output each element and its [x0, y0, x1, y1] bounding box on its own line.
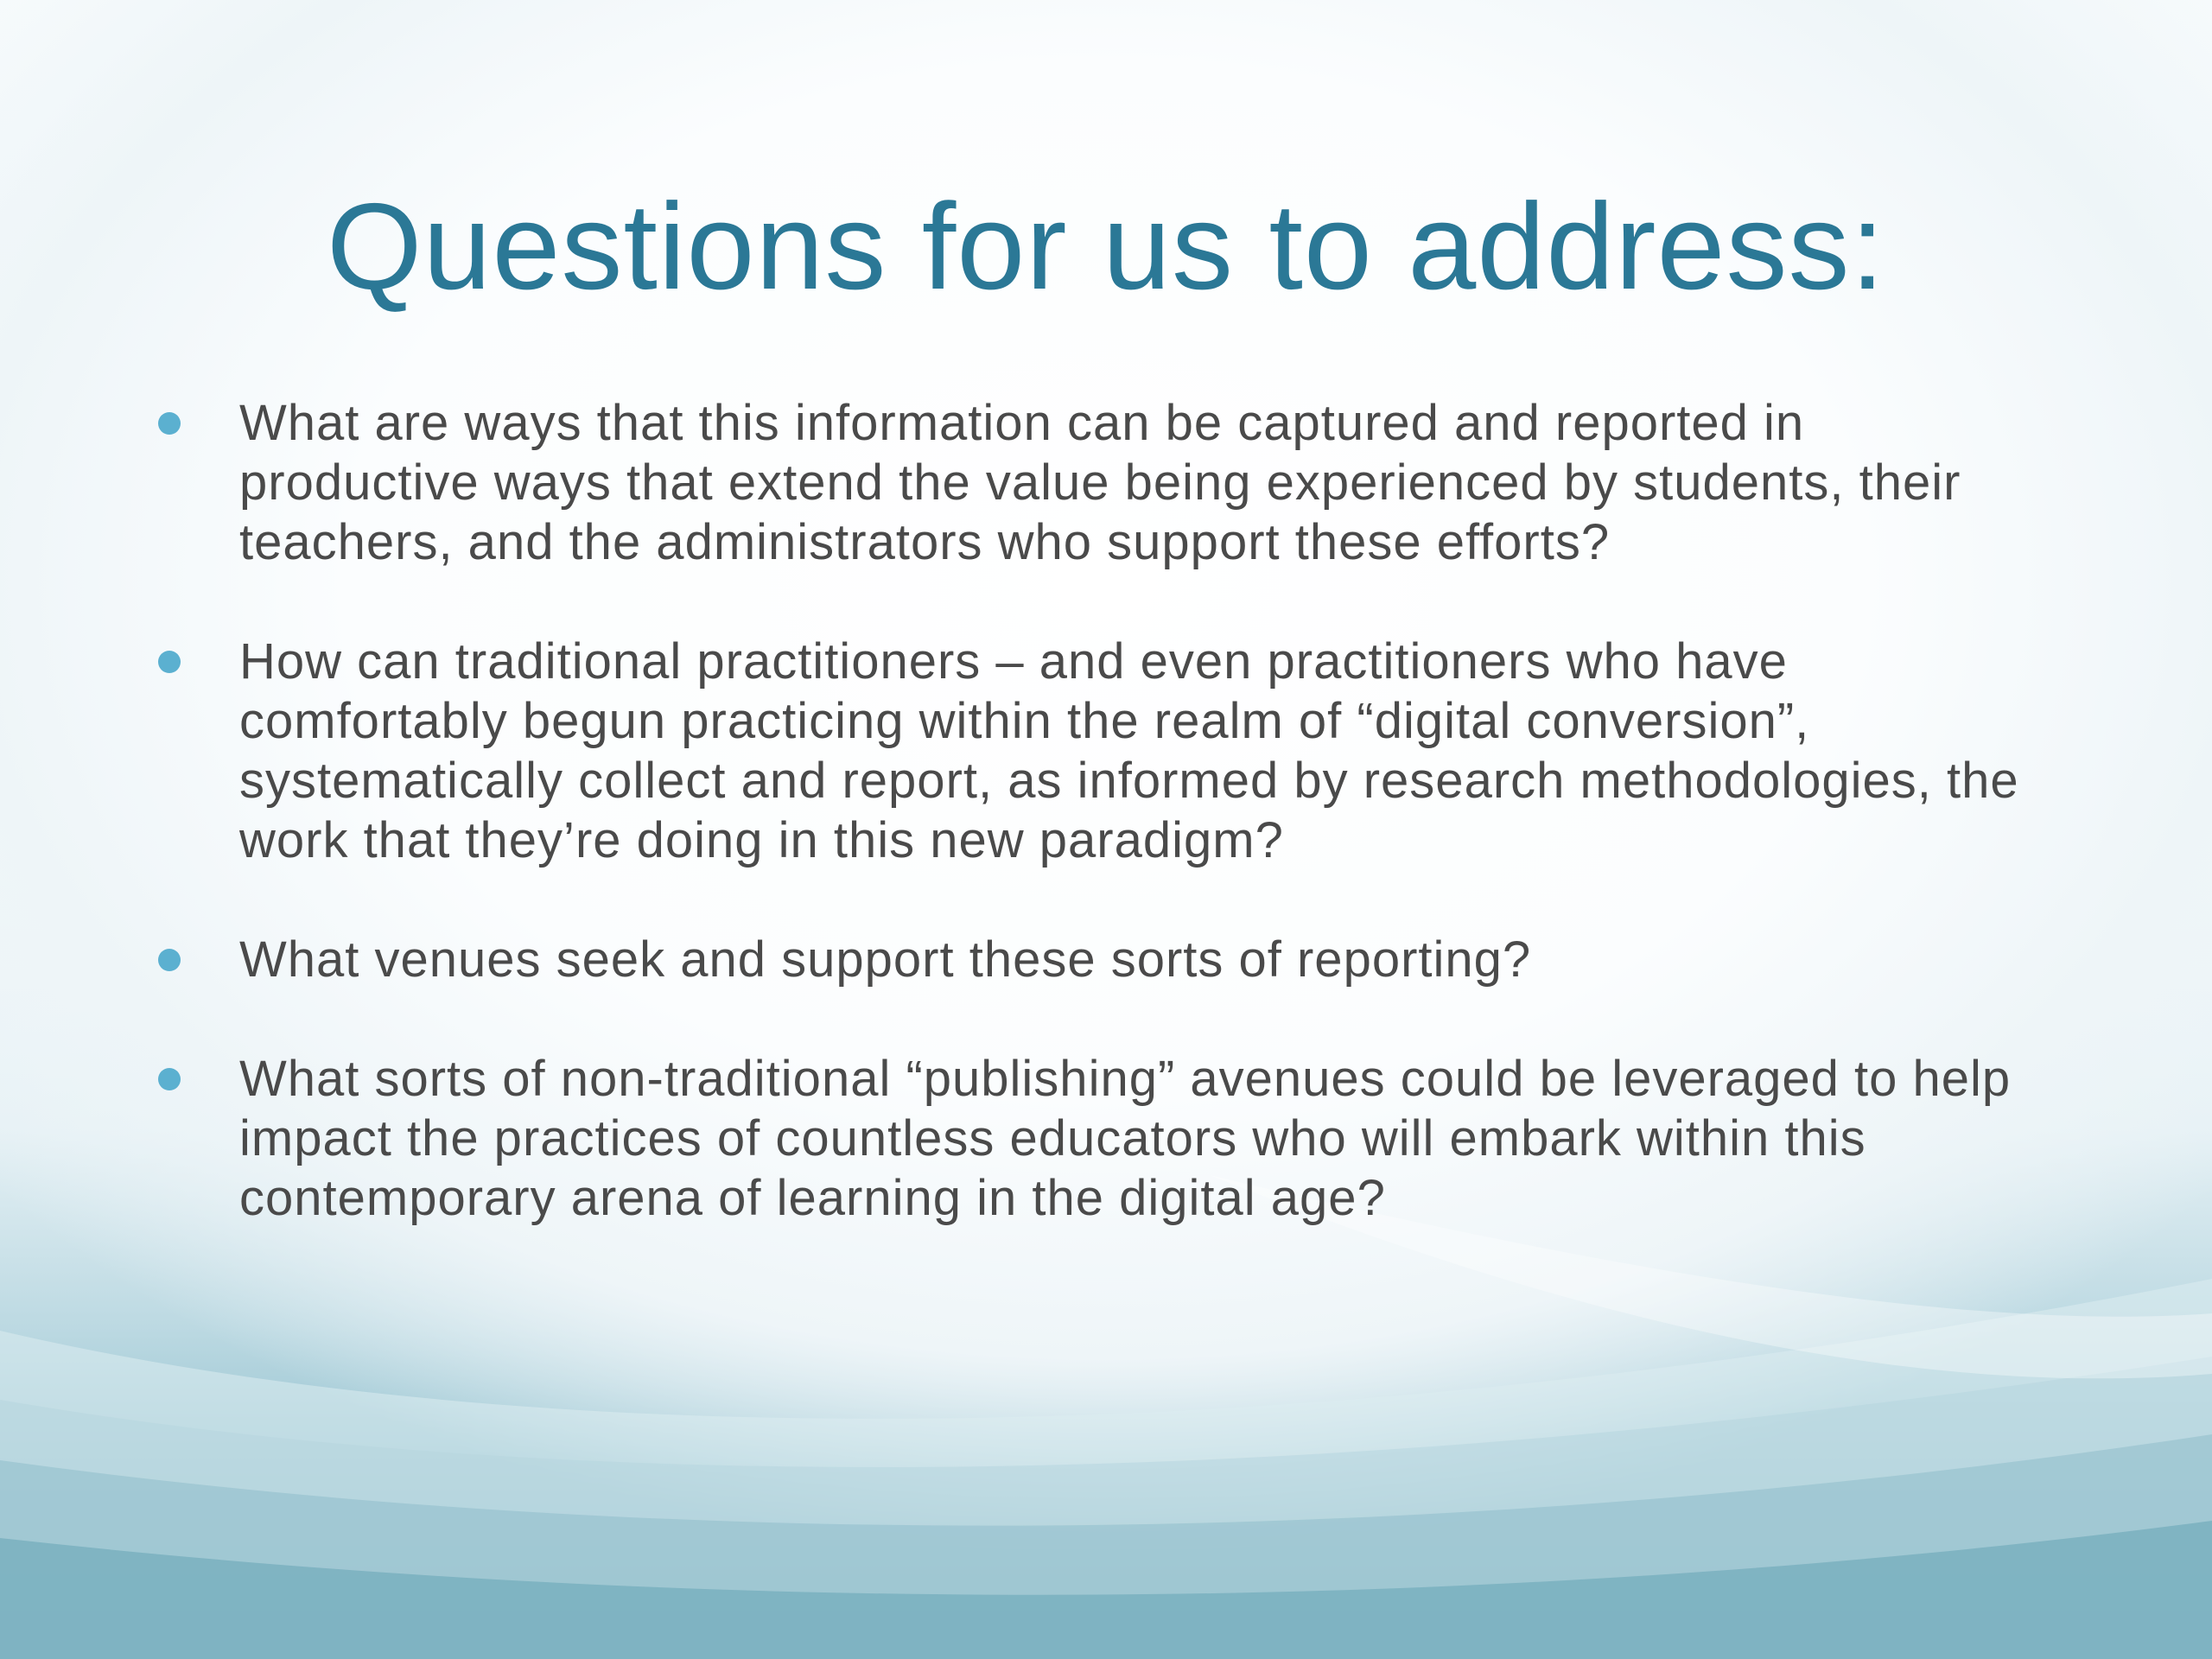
slide-title: Questions for us to address:	[327, 178, 1885, 315]
bullet-item	[156, 930, 2056, 989]
bullet-dot-icon	[158, 651, 181, 673]
bullet-item	[156, 393, 2056, 572]
bullet-text: How can traditional practitioners – and even practitioners who have comfortably begun practicing within the realm of “digital conversion”, systematically collect and report, as informed by research methodologies, the work that they’re doing in this new paradigm?	[239, 633, 2019, 868]
wave-background-decoration	[0, 1175, 2212, 1659]
bullet-text: What venues seek and support these sorts of reporting?	[239, 931, 1532, 988]
bullet-list	[156, 393, 2056, 1228]
bullet-dot-icon	[158, 949, 181, 971]
bullet-dot-icon	[158, 1068, 181, 1090]
bullet-item	[156, 632, 2056, 870]
bullet-dot-icon	[158, 412, 181, 435]
bullet-text: What are ways that this information can be captured and reported in productive ways that extend the value being experienced by students, their teachers, and the administrators who support these efforts?	[239, 395, 1961, 570]
bullet-text: What sorts of non-traditional “publishing” avenues could be leveraged to help impact the practices of countless educators who will embark within this contemporary arena of learning in the digital age?	[239, 1051, 2012, 1226]
bullet-item	[156, 1049, 2056, 1228]
